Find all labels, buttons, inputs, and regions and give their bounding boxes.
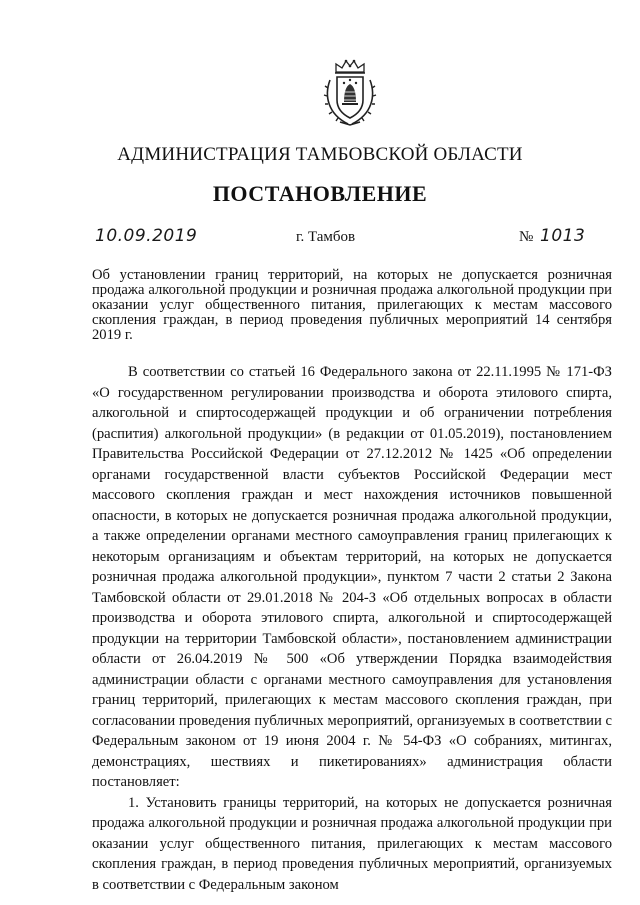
body-paragraph: 1. Установить границы территорий, на которых не допускается розничная продажа алкогольной продукции и розничная продажа алкогольной продукции при оказании услуг общественного питания, прилегающих к местам массового скопления граждан, в период проведения публичных мероприятий, организуемых в соответствии с Федеральным законом [92, 794, 612, 893]
coat-of-arms-icon [322, 58, 378, 128]
document-number: 1013 [540, 226, 586, 246]
document-type-title: ПОСТАНОВЛЕНИЕ [212, 181, 428, 206]
document-number-label: № [519, 229, 534, 245]
body-paragraph: В соответствии со статьей 16 Федерального закона от 22.11.1995 № 171-ФЗ «О государственном регулировании производства и оборота этилового спирта, алкогольной и спиртосодержащей продукции и об ограничении потребления (распития) алкогольной продукции» (в редакции от 01.05.2019), постановлением Правительства Российской Федерации от 27.12.2012 № 1425 «Об определении органами государственной власти субъектов Российской Федерации мест массового скопления граждан и мест нахождения источников повышенной опасности, в которых не допускается розничная продажа алкогольной продукции, а также определении органами местного самоуправления границ прилегающих к некоторым организациям и объектам территорий, на которых не допускается розничная продажа алкогольной продукции», пунктом 7 части 2 статьи 2 Закона Тамбовской области от 29.01.2018 № 204-З «Об отдельных вопросах в области производства и оборота этилового спирта, алкогольной и спиртосодержащей продукции на территории Тамбовской области», постановлением администрации области от 26.04.2019 № 500 «Об утверждении Порядка взаимодействия администрации области с органами местного самоуправления для установления границ территорий, прилегающих к местам массового скопления граждан, при согласовании проведения публичных мероприятий, организуемых в соответствии с Федеральным законом от 19 июня 2004 г. № 54-ФЗ «О собраниях, митингах, демонстрациях, шествиях и пикетированиях» администрация области постановляет: [92, 364, 612, 790]
document-date: 10.09.2019 [95, 226, 198, 246]
document-subject: Об установлении границ территорий, на которых не допускается розничная продажа алкогольной продукции и розничная продажа алкогольной продукции при оказании услуг общественного питания, прилегающих к местам массового скопления граждан, в период проведения публичных мероприятий 14 сентября 2019 г. [92, 267, 612, 343]
document-body [92, 362, 612, 895]
document-city: г. Тамбов [296, 229, 356, 245]
organization-title: АДМИНИСТРАЦИЯ ТАМБОВСКОЙ ОБЛАСТИ [117, 144, 523, 165]
